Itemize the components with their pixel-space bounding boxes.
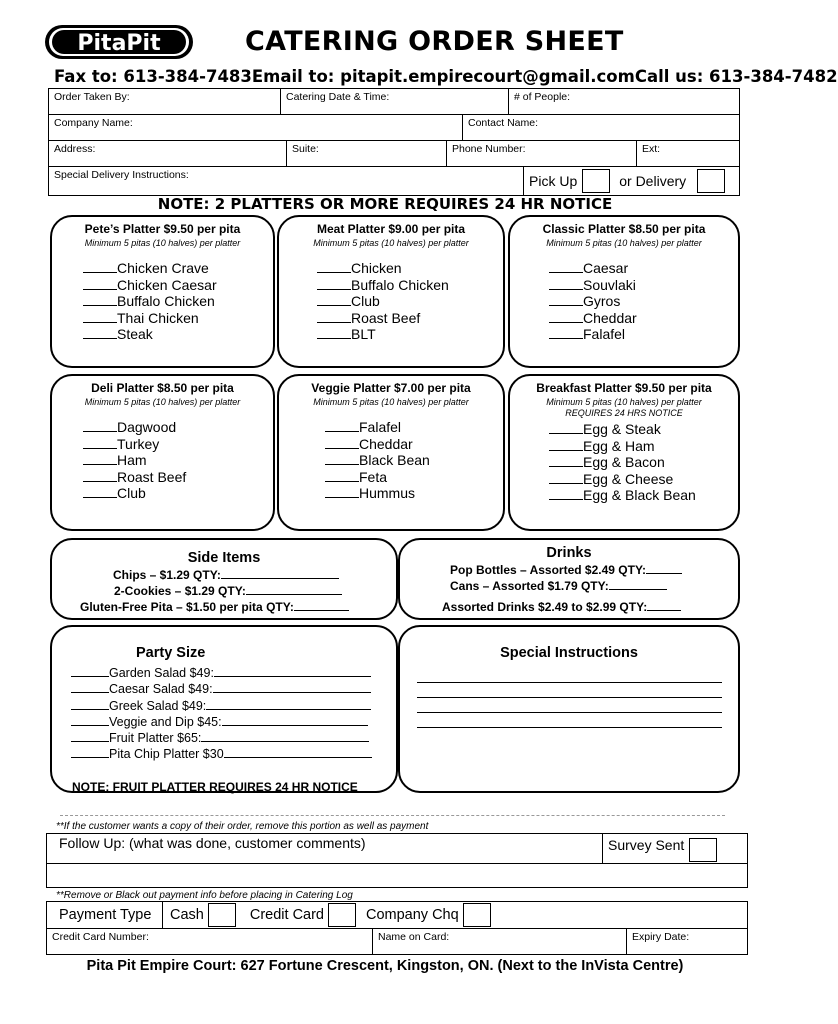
platter-title: Pete’s Platter $9.50 per pita xyxy=(84,222,241,236)
instruction-line[interactable] xyxy=(417,727,722,728)
platter-subtitle: Minimum 5 pitas (10 halves) per platter xyxy=(84,238,241,248)
list-item[interactable]: Falafel xyxy=(549,326,738,343)
list-item[interactable]: Roast Beef xyxy=(83,469,273,486)
platter-subtitle: Minimum 5 pitas (10 halves) per platter xyxy=(546,238,702,248)
drinks-title: Drinks xyxy=(546,545,592,561)
list-item[interactable]: Fruit Platter $65: xyxy=(71,730,396,746)
platter-subtitle: Minimum 5 pitas (10 halves) per platter xyxy=(313,397,469,407)
list-item[interactable]: Black Bean xyxy=(325,452,503,469)
list-item[interactable]: Club xyxy=(83,485,273,502)
platter-item-list xyxy=(325,419,503,502)
list-item[interactable]: Feta xyxy=(325,469,503,486)
platter-title: Breakfast Platter $9.50 per pita xyxy=(536,381,712,395)
logo-graphic xyxy=(44,22,196,62)
special-delivery-field[interactable]: Special Delivery Instructions: xyxy=(49,167,524,195)
contact-row xyxy=(54,67,838,86)
list-item[interactable]: Garden Salad $49: xyxy=(71,665,396,681)
list-item[interactable]: Gyros xyxy=(549,293,738,310)
credit-card-checkbox[interactable] xyxy=(328,903,356,927)
list-item[interactable]: Dagwood xyxy=(83,419,273,436)
list-item[interactable]: Hummus xyxy=(325,485,503,502)
payment-box xyxy=(46,901,748,955)
email-address[interactable]: Email to: pitapit.empirecourt@gmail.com xyxy=(251,67,635,86)
list-item[interactable]: Club xyxy=(317,293,503,310)
side-item-cookies[interactable]: 2-Cookies – $1.29 QTY: xyxy=(114,583,396,598)
party-size-box xyxy=(50,625,398,793)
list-item[interactable]: Roast Beef xyxy=(317,310,503,327)
store-address-footer: Pita Pit Empire Court: 627 Fortune Crescent, Kingston, ON. (Next to the InVista Centre) xyxy=(86,958,684,974)
cash-checkbox[interactable] xyxy=(208,903,236,927)
list-item[interactable]: Chicken Caesar xyxy=(83,277,273,294)
customer-info-table xyxy=(48,88,740,196)
list-item[interactable]: Pita Chip Platter $30 xyxy=(71,746,396,762)
page-title: CATERING ORDER SHEET xyxy=(245,26,624,57)
side-item-gluten-free[interactable]: Gluten-Free Pita – $1.50 per pita QTY: xyxy=(80,599,396,614)
list-item[interactable]: Steak xyxy=(83,326,273,343)
list-item[interactable]: Ham xyxy=(83,452,273,469)
suite-field[interactable]: Suite: xyxy=(287,141,447,166)
list-item[interactable]: Falafel xyxy=(325,419,503,436)
special-instructions-box xyxy=(398,625,740,793)
platter-title: Meat Platter $9.00 per pita xyxy=(316,222,466,236)
pick-up-checkbox[interactable] xyxy=(582,169,610,193)
company-chq-label: Company Chq xyxy=(366,907,459,923)
card-details-row xyxy=(47,929,747,955)
list-item[interactable]: Souvlaki xyxy=(549,277,738,294)
company-name-field[interactable]: Company Name: xyxy=(49,115,463,140)
platter-item-list xyxy=(317,260,503,343)
cash-label: Cash xyxy=(170,907,204,923)
delivery-checkbox[interactable] xyxy=(697,169,725,193)
platter-item-list xyxy=(83,419,273,502)
party-size-title: Party Size xyxy=(136,645,206,661)
survey-sent-field xyxy=(603,834,747,863)
phone-number-field[interactable]: Phone Number: xyxy=(447,141,637,166)
platter-box-petes xyxy=(50,215,275,368)
platter-item-list xyxy=(549,260,738,343)
list-item[interactable]: Veggie and Dip $45: xyxy=(71,714,396,730)
or-delivery-label: or Delivery xyxy=(619,173,687,189)
platter-item-list xyxy=(549,421,738,504)
follow-up-box xyxy=(46,833,748,888)
list-item[interactable]: Thai Chicken xyxy=(83,310,273,327)
credit-card-label: Credit Card xyxy=(249,907,324,923)
platter-title: Deli Platter $8.50 per pita xyxy=(91,381,234,395)
list-item[interactable]: Egg & Ham xyxy=(549,438,738,455)
form-row-3 xyxy=(49,141,739,167)
list-item[interactable]: Egg & Bacon xyxy=(549,454,738,471)
list-item[interactable]: Egg & Black Bean xyxy=(549,487,738,504)
platter-subtitle: Minimum 5 pitas (10 halves) per platter xyxy=(546,397,702,407)
drink-assorted[interactable]: Assorted Drinks $2.49 to $2.99 QTY: xyxy=(442,599,738,614)
side-items-title: Side Items xyxy=(187,550,261,566)
drink-cans[interactable]: Cans – Assorted $1.79 QTY: xyxy=(450,578,738,593)
platter-box-classic xyxy=(508,215,740,368)
list-item[interactable]: Chicken xyxy=(317,260,503,277)
list-item[interactable]: Turkey xyxy=(83,436,273,453)
list-item[interactable]: Egg & Steak xyxy=(549,421,738,438)
platter-item-list xyxy=(83,260,273,343)
platter-subtitle: Minimum 5 pitas (10 halves) per platter xyxy=(84,397,241,407)
list-item[interactable]: Cheddar xyxy=(549,310,738,327)
list-item[interactable]: Caesar xyxy=(549,260,738,277)
platter-box-veggie xyxy=(277,374,505,531)
cash-option xyxy=(163,903,236,927)
list-item[interactable]: Chicken Crave xyxy=(83,260,273,277)
follow-up-label: Follow Up: (what was done, customer comments) xyxy=(47,834,603,863)
ext-field[interactable]: Ext: xyxy=(642,143,661,155)
list-item[interactable]: BLT xyxy=(317,326,503,343)
platter-title: Veggie Platter $7.00 per pita xyxy=(311,381,471,395)
side-items-box xyxy=(50,538,398,620)
copy-note: **If the customer wants a copy of their order, remove this portion as well as payment xyxy=(56,821,429,832)
instruction-line[interactable] xyxy=(417,712,722,713)
pita-pit-logo xyxy=(44,22,196,62)
platter-notice: NOTE: 2 PLATTERS OR MORE REQUIRES 24 HR NOTICE xyxy=(157,195,613,213)
form-row-1 xyxy=(49,89,739,115)
fax-number: Fax to: 613-384-7483 xyxy=(54,67,252,86)
drinks-box xyxy=(398,538,740,620)
platter-box-deli xyxy=(50,374,275,531)
name-on-card-field[interactable]: Name on Card: xyxy=(373,929,627,955)
list-item[interactable]: Egg & Cheese xyxy=(549,471,738,488)
platter-notice-sub: REQUIRES 24 HRS NOTICE xyxy=(565,408,683,418)
contact-name-field[interactable]: Contact Name: xyxy=(468,117,539,129)
special-instructions-title: Special Instructions xyxy=(500,645,638,661)
payment-note: **Remove or Black out payment info before placing in Catering Log xyxy=(56,890,353,901)
expiry-date-field[interactable]: Expiry Date: xyxy=(632,931,690,943)
follow-up-header xyxy=(47,834,747,864)
company-chq-option xyxy=(356,903,491,927)
platter-title: Classic Platter $8.50 per pita xyxy=(542,222,706,236)
drink-pop-bottles[interactable]: Pop Bottles – Assorted $2.49 QTY: xyxy=(450,562,738,577)
address-field[interactable]: Address: xyxy=(49,141,287,166)
list-item[interactable]: Buffalo Chicken xyxy=(317,277,503,294)
platter-box-meat xyxy=(277,215,505,368)
pickup-delivery-choice xyxy=(524,167,739,195)
cut-line-divider xyxy=(60,815,725,816)
list-item[interactable]: Buffalo Chicken xyxy=(83,293,273,310)
platter-subtitle: Minimum 5 pitas (10 halves) per platter xyxy=(313,238,469,248)
order-taken-by-field[interactable]: Order Taken By: xyxy=(49,89,281,114)
instruction-line[interactable] xyxy=(417,697,722,698)
side-item-chips[interactable]: Chips – $1.29 QTY: xyxy=(113,567,396,582)
survey-sent-label: Survey Sent xyxy=(608,837,685,853)
list-item[interactable]: Cheddar xyxy=(325,436,503,453)
list-item[interactable]: Greek Salad $49: xyxy=(71,698,396,714)
phone-number: Call us: 613-384-7482 xyxy=(634,67,838,86)
catering-date-field[interactable]: Catering Date & Time: xyxy=(281,89,509,114)
credit-card-number-field[interactable]: Credit Card Number: xyxy=(47,929,373,955)
platter-box-breakfast xyxy=(508,374,740,531)
survey-sent-checkbox[interactable] xyxy=(689,838,717,862)
follow-up-comments-area[interactable] xyxy=(47,864,747,888)
payment-type-label: Payment Type xyxy=(47,902,163,928)
credit-card-option xyxy=(236,903,356,927)
payment-type-row xyxy=(47,902,747,929)
party-size-list xyxy=(71,665,396,763)
form-row-4 xyxy=(49,167,739,195)
instruction-line[interactable] xyxy=(417,682,722,683)
fruit-platter-notice: NOTE: FRUIT PLATTER REQUIRES 24 HR NOTICE xyxy=(72,779,358,794)
pick-up-label: Pick Up xyxy=(529,173,578,189)
num-people-field[interactable]: # of People: xyxy=(514,91,571,103)
list-item[interactable]: Caesar Salad $49: xyxy=(71,681,396,697)
form-row-2 xyxy=(49,115,739,141)
logo-text: PitaPit xyxy=(77,31,161,56)
company-chq-checkbox[interactable] xyxy=(463,903,491,927)
